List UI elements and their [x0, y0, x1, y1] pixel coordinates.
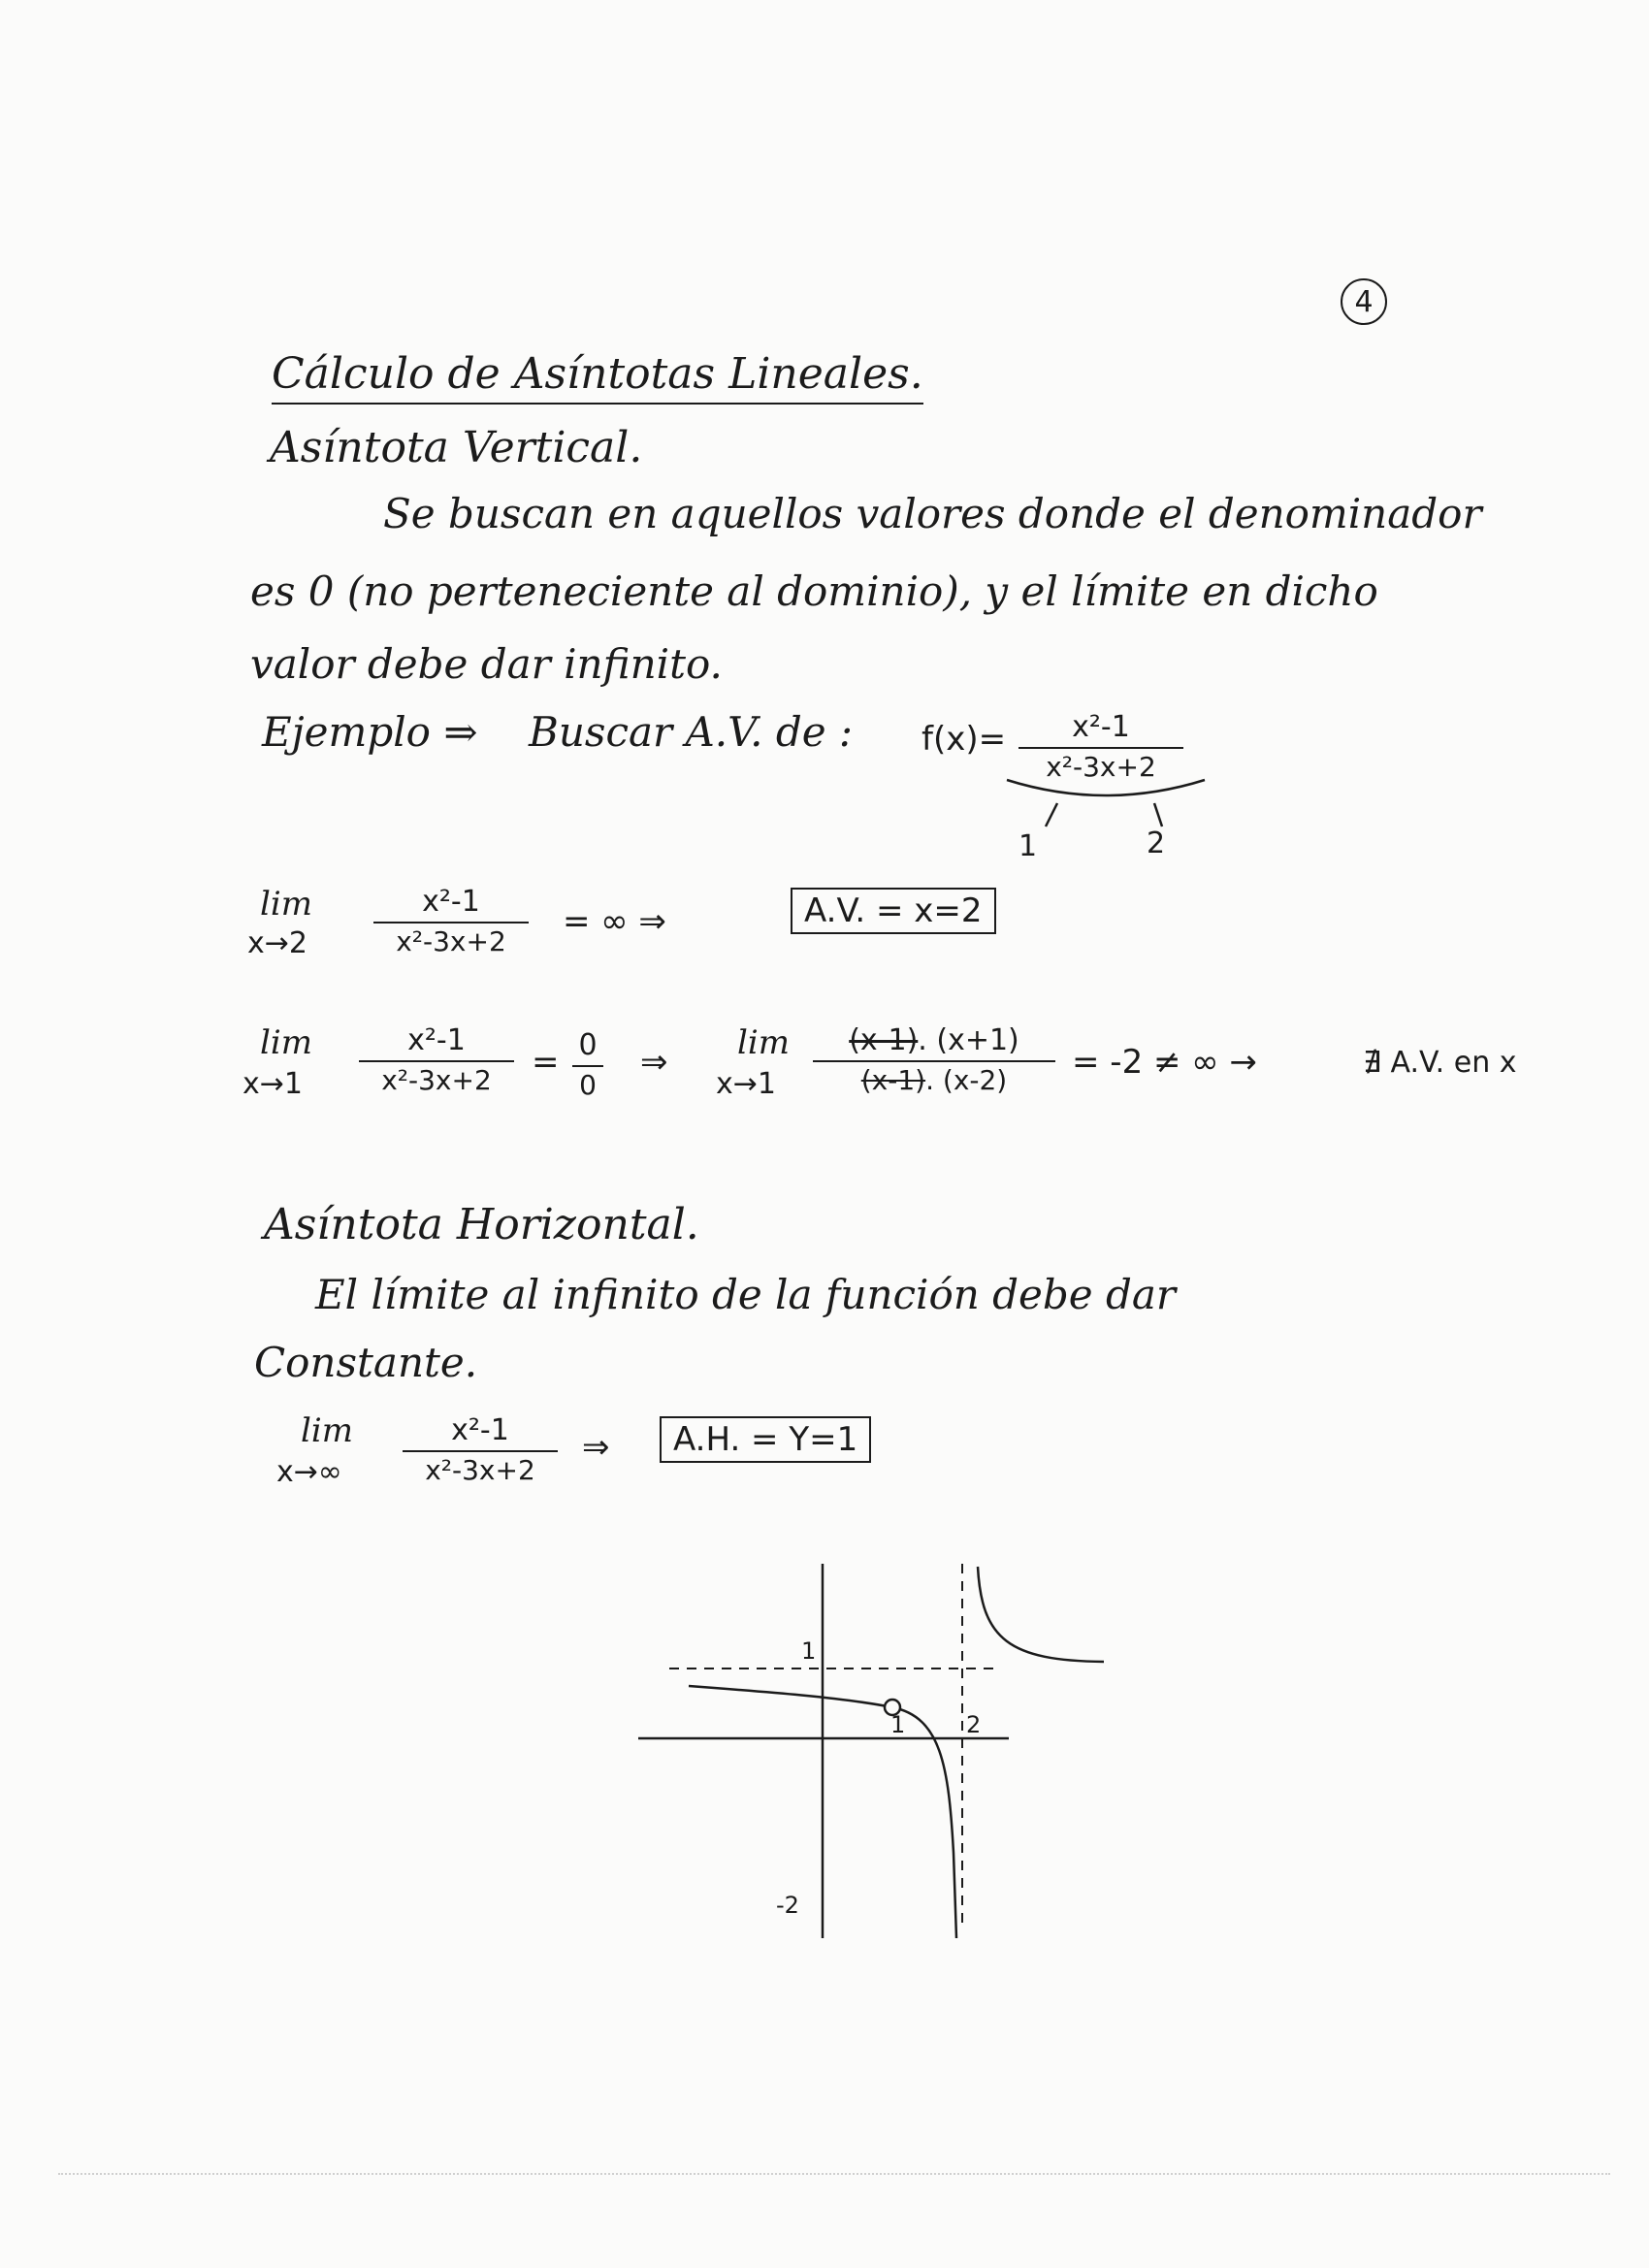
limit-2-numerator: x²-1 — [407, 1023, 466, 1057]
vertical-asymptote-result-box: A.V. = x=2 — [791, 888, 996, 934]
root-2: 2 — [1147, 826, 1166, 860]
example-text: Buscar A.V. de : — [529, 708, 854, 756]
cancelled-factor: (x-1) — [860, 1064, 926, 1096]
vertical-asymptote-heading: Asíntota Vertical. — [270, 423, 643, 472]
remaining-factor: . (x+1) — [918, 1023, 1019, 1057]
horizontal-asymptote-heading: Asíntota Horizontal. — [264, 1200, 699, 1249]
zero-over-zero — [572, 1028, 603, 1102]
x-label-1: 1 — [890, 1711, 906, 1738]
limit-1-numerator: x²-1 — [422, 885, 480, 919]
vertical-text-line1: Se buscan en aquellos valores donde el denominador — [383, 490, 1482, 537]
fraction-bar — [813, 1060, 1055, 1062]
limit-3-denominator — [813, 1064, 1055, 1097]
limit-1-lim: lim — [260, 885, 312, 923]
scan-artifact-line — [58, 2173, 1610, 2175]
fraction-bar — [359, 1060, 514, 1062]
limit-3-sub: x→1 — [716, 1067, 776, 1101]
limit-4-denominator: x²-3x+2 — [425, 1454, 535, 1486]
page-number: 4 — [1341, 278, 1387, 325]
limit-1-sub: x→2 — [247, 926, 307, 960]
horizontal-text-line2: Constante. — [254, 1339, 478, 1386]
function-denominator: x²-3x+2 — [1046, 751, 1156, 783]
function-sketch-graph — [621, 1542, 1125, 1950]
limit-3-lim: lim — [737, 1023, 790, 1062]
cancelled-factor: (x-1) — [849, 1023, 919, 1057]
vertical-text-line2: es 0 (no perteneciente al dominio), y el límite en dicho — [250, 567, 1378, 615]
function-label: f(x)= — [922, 720, 1007, 759]
fraction-bar — [373, 922, 529, 923]
right-branch-curve — [978, 1567, 1104, 1662]
root-1: 1 — [1018, 829, 1038, 863]
limit-4-arrow: ⇒ — [582, 1428, 610, 1467]
limit-2-lim: lim — [260, 1023, 312, 1062]
y-label-1: 1 — [801, 1637, 817, 1665]
limit-1-denominator: x²-3x+2 — [396, 925, 506, 957]
limit-1-result: = ∞ ⇒ — [563, 902, 666, 941]
limit-2-sub: x→1 — [242, 1067, 303, 1101]
function-fraction — [1018, 710, 1183, 784]
limit-2-denominator: x²-3x+2 — [381, 1064, 492, 1096]
remaining-factor: . (x-2) — [925, 1064, 1008, 1096]
horizontal-asymptote-result-box: A.H. = Y=1 — [660, 1416, 871, 1463]
example-label: Ejemplo ⇒ — [262, 708, 478, 756]
horizontal-text-line1: El límite al infinito de la función debe dar — [315, 1271, 1177, 1318]
limit-3-fraction — [813, 1023, 1055, 1097]
y-label-minus-2: -2 — [776, 1892, 799, 1919]
limit-4-sub: x→∞ — [276, 1455, 342, 1489]
fraction-bar — [572, 1065, 603, 1067]
limit-2-equals: = — [532, 1043, 560, 1082]
limit-4-numerator: x²-1 — [451, 1413, 509, 1447]
vertical-text-line3: valor debe dar infinito. — [250, 640, 723, 688]
limit-3-result: = -2 ≠ ∞ → — [1072, 1043, 1257, 1082]
limit-3-numerator — [813, 1023, 1055, 1058]
function-numerator: x²-1 — [1072, 710, 1130, 744]
limit-2-arrow: ⇒ — [640, 1043, 668, 1082]
zero-denominator: 0 — [579, 1069, 597, 1101]
fraction-bar — [403, 1450, 558, 1452]
no-vertical-asymptote: ∄ A.V. en x — [1363, 1046, 1517, 1080]
page-title: Cálculo de Asíntotas Lineales. — [272, 349, 923, 405]
limit-4-fraction — [403, 1413, 558, 1487]
fraction-bar — [1018, 747, 1183, 749]
limit-4-lim: lim — [301, 1411, 353, 1450]
limit-2-fraction — [359, 1023, 514, 1097]
zero-numerator: 0 — [578, 1028, 598, 1062]
limit-1-fraction — [373, 885, 529, 958]
x-label-2: 2 — [966, 1711, 982, 1738]
